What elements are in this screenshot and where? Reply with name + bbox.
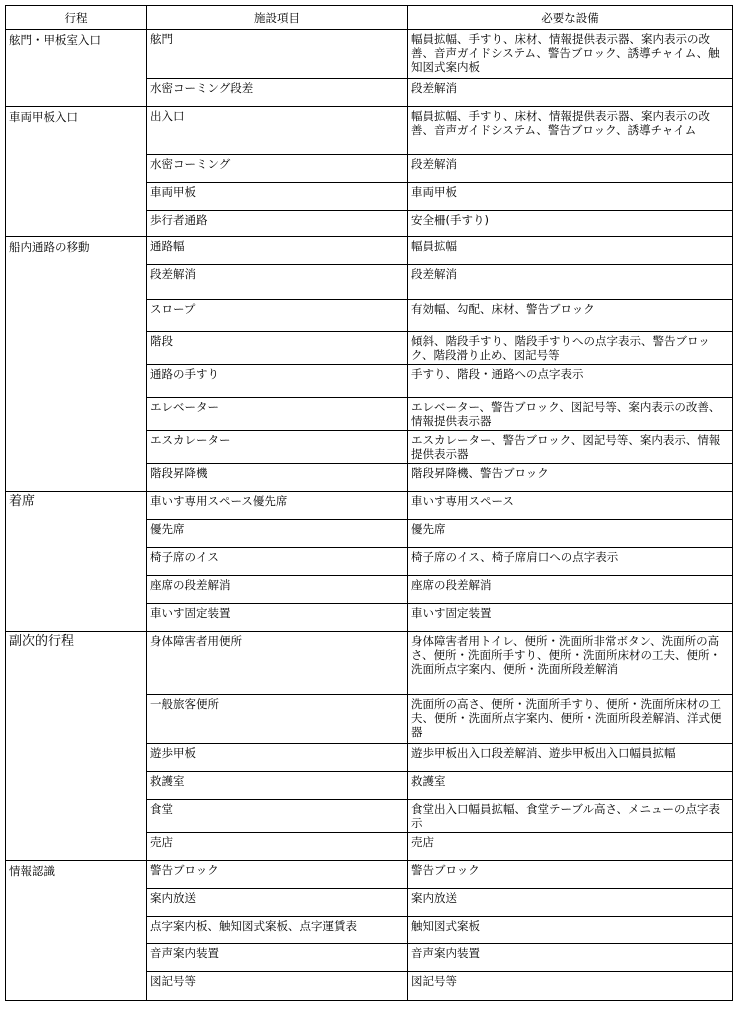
equipment-cell: 救護室 [408,772,733,800]
step-cell: 着席 [6,492,147,632]
equipment-cell: 傾斜、階段手すり、階段手すりへの点字表示、警告ブロック、階段滑り止め、図記号等 [408,332,733,365]
equipment-cell: 座席の段差解消 [408,576,733,604]
equipment-cell: 優先席 [408,520,733,548]
step-cell: 舷門・甲板室入口 [6,30,147,107]
facility-item-cell: 座席の段差解消 [147,576,408,604]
facility-item-cell: 車いす専用スペース優先席 [147,492,408,520]
facility-item-cell: エレベーター [147,398,408,431]
facility-item-cell: 音声案内装置 [147,944,408,972]
facility-item-cell: 椅子席のイス [147,548,408,576]
table-row [6,30,733,79]
equipment-cell: 安全柵(手すり) [408,211,733,237]
equipment-cell: 幅員拡幅、手すり、床材、情報提供表示器、案内表示の改善、音声ガイドシステム、警告ブロック、誘導チャイム、触知図式案内板 [408,30,733,79]
facility-item-cell: 食堂 [147,800,408,833]
header-required-equipment: 必要な設備 [408,6,733,30]
equipment-cell: 触知図式案板 [408,917,733,944]
facility-item-cell: 優先席 [147,520,408,548]
table-row [6,861,733,889]
facility-item-cell: 一般旅客便所 [147,695,408,744]
step-cell: 車両甲板入口 [6,107,147,237]
equipment-cell: エスカレーター、警告ブロック、図記号等、案内表示、情報提供表示器 [408,431,733,464]
header-step: 行程 [6,6,147,30]
header-row [6,6,733,30]
equipment-cell: 車両甲板 [408,183,733,211]
facility-item-cell: 救護室 [147,772,408,800]
equipment-cell: 有効幅、勾配、床材、警告ブロック [408,300,733,332]
facility-item-cell: 水密コーミング段差 [147,79,408,107]
facility-item-cell: 通路の手すり [147,365,408,398]
equipment-cell: 車いす専用スペース [408,492,733,520]
facility-item-cell: 舷門 [147,30,408,79]
facility-item-cell: 売店 [147,833,408,861]
equipment-cell: 幅員拡幅、手すり、床材、情報提供表示器、案内表示の改善、音声ガイドシステム、警告ブロック、誘導チャイム [408,107,733,155]
facility-item-cell: 出入口 [147,107,408,155]
equipment-cell: 車いす固定装置 [408,604,733,632]
facility-item-cell: エスカレーター [147,431,408,464]
equipment-cell: 売店 [408,833,733,861]
facility-item-cell: 遊歩甲板 [147,744,408,772]
equipment-cell: 遊歩甲板出入口段差解消、遊歩甲板出入口幅員拡幅 [408,744,733,772]
facility-item-cell: 図記号等 [147,972,408,1001]
header-facility-item: 施設項目 [147,6,408,30]
equipment-cell: 身体障害者用トイレ、便所・洗面所非常ボタン、洗面所の高さ、便所・洗面所手すり、便所・洗面所床材の工夫、便所・洗面所点字案内、便所・洗面所段差解消 [408,632,733,695]
equipment-cell: 手すり、階段・通路への点字表示 [408,365,733,398]
equipment-cell: 段差解消 [408,79,733,107]
equipment-cell: 案内放送 [408,889,733,917]
facility-item-cell: 階段昇降機 [147,464,408,492]
equipment-cell: 洗面所の高さ、便所・洗面所手すり、便所・洗面所床材の工夫、便所・洗面所点字案内、便所・洗面所段差解消、洋式便器 [408,695,733,744]
equipment-cell: 図記号等 [408,972,733,1001]
step-cell: 副次的行程 [6,632,147,861]
facility-item-cell: スロープ [147,300,408,332]
equipment-cell: 幅員拡幅 [408,237,733,265]
facility-item-cell: 案内放送 [147,889,408,917]
facility-item-cell: 階段 [147,332,408,365]
facility-item-cell: 警告ブロック [147,861,408,889]
facility-item-cell: 点字案内板、触知図式案板、点字運賃表 [147,917,408,944]
facility-item-cell: 身体障害者用便所 [147,632,408,695]
equipment-cell: 椅子席のイス、椅子席肩口への点字表示 [408,548,733,576]
facility-item-cell: 車いす固定装置 [147,604,408,632]
equipment-cell: 音声案内装置 [408,944,733,972]
table-row [6,632,733,695]
facility-item-cell: 段差解消 [147,265,408,300]
facility-item-cell: 通路幅 [147,237,408,265]
step-cell: 情報認識 [6,861,147,1001]
step-cell: 船内通路の移動 [6,237,147,492]
equipment-cell: 段差解消 [408,155,733,183]
equipment-cell: 段差解消 [408,265,733,300]
facility-item-cell: 水密コーミング [147,155,408,183]
equipment-cell: 警告ブロック [408,861,733,889]
facility-item-cell: 歩行者通路 [147,211,408,237]
facility-item-cell: 車両甲板 [147,183,408,211]
table-row [6,107,733,155]
equipment-cell: 階段昇降機、警告ブロック [408,464,733,492]
table-row [6,237,733,265]
facility-table [5,5,733,1001]
table-body [6,30,733,1001]
equipment-cell: 食堂出入口幅員拡幅、食堂テーブル高さ、メニューの点字表示 [408,800,733,833]
table-row [6,492,733,520]
equipment-cell: エレベーター、警告ブロック、図記号等、案内表示の改善、情報提供表示器 [408,398,733,431]
